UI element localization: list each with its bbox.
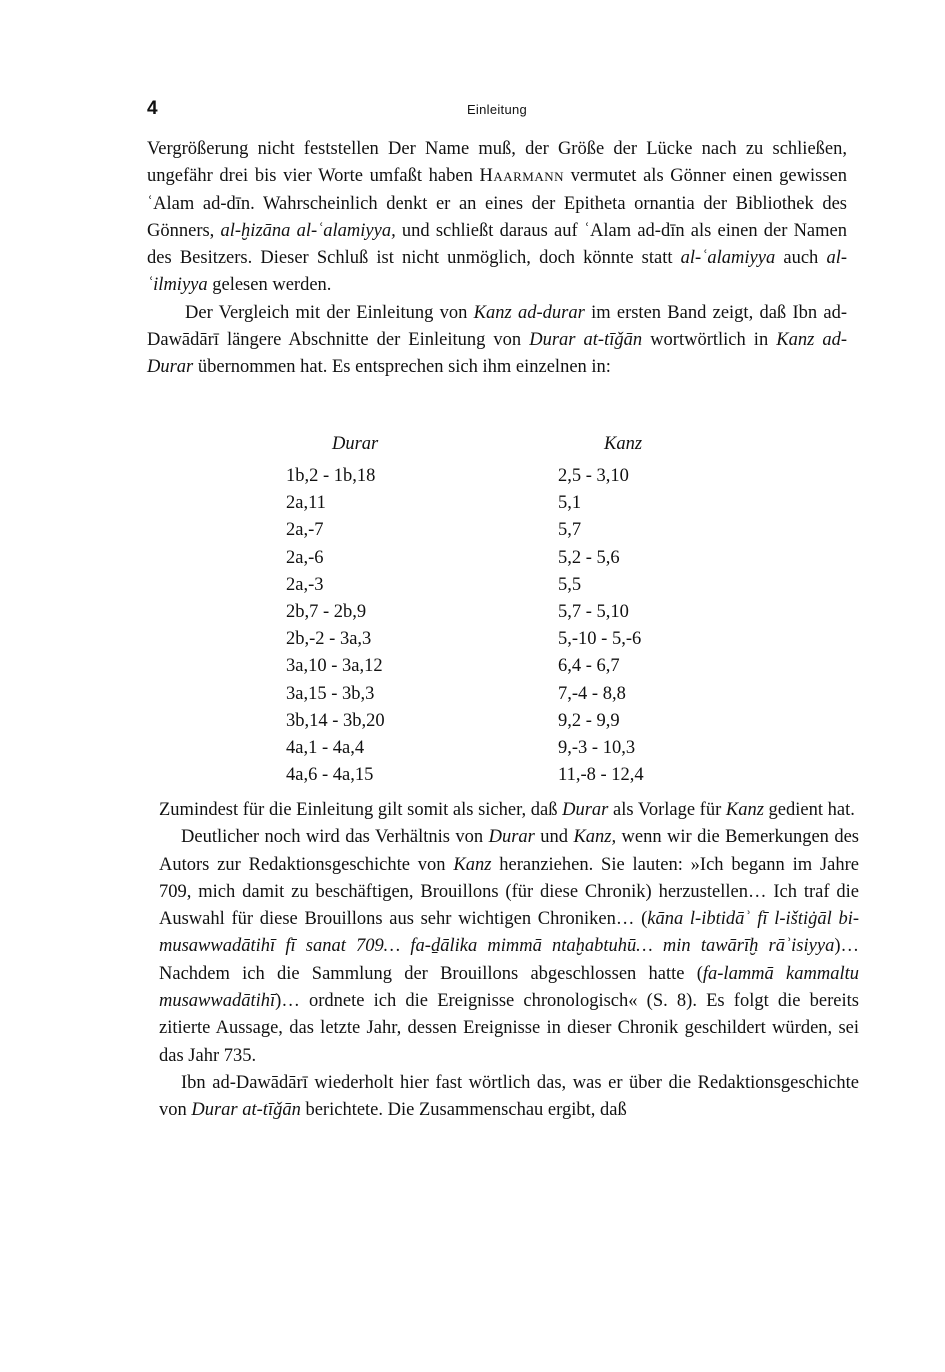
body-text-lower	[159, 797, 859, 1125]
italic-title: Durar	[562, 800, 609, 820]
italic-term: al-ḫizāna al-ʿalamiyya,	[220, 220, 396, 241]
author-name-haarmann: Haarmann	[479, 166, 565, 187]
durar-cell: 2b,7 - 2b,9	[286, 601, 367, 622]
text-run: )… ordnete ich die Ereignisse chronologisch« (S. 8). Es folgt die bereits zitierte Aussage, das letzte Jahr, dessen Ereignisse in dieser Chronik geschildert würden, sei das Jahr 735.	[159, 991, 859, 1066]
italic-title: Kanz ad-durar	[473, 302, 585, 323]
text-run: Vergrößerung nicht feststellen Der Name muß, der Größe der Lücke nach zu schließen, ungefähr drei bis vier Worte umfaßt haben	[147, 139, 847, 187]
italic-title: Kanz ad-Durar	[147, 330, 848, 378]
paragraph-5	[159, 1070, 859, 1125]
column-header-durar: Durar	[332, 434, 379, 454]
kanz-cell: 5,5	[558, 574, 582, 595]
kanz-cell: 9,2 - 9,9	[558, 710, 620, 731]
italic-term: al-ʿilmiyya	[147, 248, 847, 296]
running-head: Einleitung	[466, 102, 528, 117]
durar-cell: 3b,14 - 3b,20	[286, 710, 385, 731]
italic-term: al-ʿalamiyya	[680, 248, 776, 269]
italic-quote: fa-lammā kammaltu musawwadātihī	[159, 963, 859, 1012]
text-run: Deutlicher noch wird das Verhältnis von	[181, 827, 489, 848]
text-run: )… Nachdem ich die Sammlung der Brouillons abgeschlossen hatte (	[159, 936, 859, 984]
kanz-cell: 5,2 - 5,6	[558, 547, 620, 568]
durar-cell: 2b,-2 - 3a,3	[286, 629, 372, 650]
table-row	[286, 493, 686, 520]
kanz-cell: 7,-4 - 8,8	[558, 683, 626, 704]
table-row	[286, 602, 686, 629]
table-row	[286, 656, 686, 683]
kanz-cell: 6,4 - 6,7	[558, 656, 620, 677]
durar-cell: 1b,2 - 1b,18	[286, 466, 376, 486]
kanz-cell: 5,1	[558, 493, 582, 514]
table-row	[286, 629, 686, 656]
text-run: auch	[775, 248, 827, 269]
text-run: Der Vergleich mit der Einleitung von	[185, 302, 474, 323]
paragraph-1	[147, 136, 847, 300]
page-number: 4	[147, 98, 158, 119]
durar-cell: 2a,-7	[286, 520, 324, 541]
durar-cell: 3a,10 - 3a,12	[286, 656, 383, 677]
body-text-upper	[147, 136, 847, 382]
table-row	[286, 466, 686, 493]
durar-cell: 3a,15 - 3b,3	[286, 683, 375, 704]
text-run: als Vorlage für	[608, 800, 726, 820]
text-run: gedient hat.	[763, 800, 855, 820]
text-run: wortwörtlich in	[642, 330, 777, 351]
italic-title: Durar	[488, 827, 535, 848]
page-header	[147, 98, 847, 126]
kanz-cell: 11,-8 - 12,4	[558, 765, 644, 786]
durar-cell: 4a,1 - 4a,4	[286, 737, 365, 758]
table-row	[286, 520, 686, 547]
text-run: und schließt daraus auf ʿAlam ad-dīn als einen der Namen des Besitzers. Dieser Schluß ist nicht unmöglich, doch könnte statt	[147, 220, 847, 269]
text-run: Ibn ad-Dawādārī wiederholt hier fast wörtlich das, was er über die Redaktionsgeschichte von	[159, 1072, 859, 1121]
kanz-cell: 5,7 - 5,10	[558, 601, 629, 622]
table-row	[286, 711, 686, 738]
concordance-rows	[286, 466, 686, 792]
table-row	[286, 548, 686, 575]
text-run: im ersten Band zeigt, daß Ibn ad-Dawādārī längere Abschnitte der Einleitung von	[147, 302, 847, 351]
text-run: vermutet als Gönner einen gewissen ʿAlam ad-dīn. Wahrscheinlich denkt er an eines der Epitheta ornantia der Bibliothek des Gönners,	[147, 166, 847, 241]
italic-title: Kanz	[453, 854, 492, 875]
durar-cell: 2a,11	[286, 493, 326, 514]
text-run: gelesen werden.	[207, 275, 332, 296]
text-run: übernommen hat. Es entsprechen sich ihm einzelnen in:	[193, 357, 611, 378]
durar-cell: 4a,6 - 4a,15	[286, 765, 374, 786]
kanz-cell: 9,-3 - 10,3	[558, 737, 636, 758]
text-run: heranziehen. Sie lauten: »Ich begann im Jahre 709, mich damit zu beschäftigen, Brouillons (für diese Chronik) herzustellen… Ich traf die Auswahl für diese Brouillons aus sehr wichtigen Chroniken… (	[159, 854, 860, 930]
durar-cell: 2a,-6	[286, 547, 324, 568]
table-row	[286, 738, 686, 765]
kanz-cell: 5,7	[558, 520, 582, 541]
paragraph-4	[159, 824, 859, 1070]
column-header-kanz: Kanz	[604, 434, 643, 454]
paragraph-3	[159, 797, 859, 824]
paragraph-2	[147, 300, 847, 382]
table-row	[286, 765, 686, 792]
text-run: wenn wir die Bemerkungen des Autors zur Redaktionsgeschichte von	[159, 827, 859, 875]
text-run: Zumindest für die Einleitung gilt somit als sicher, daß	[159, 800, 563, 820]
italic-title: Durar at-tīǧān	[191, 1100, 301, 1121]
durar-cell: 2a,-3	[286, 574, 324, 595]
text-run: berichtete. Die Zusammenschau ergibt, daß	[300, 1100, 627, 1121]
italic-title: Durar at-tīǧān	[529, 330, 643, 351]
kanz-cell: 2,5 - 3,10	[558, 466, 629, 486]
table-row	[286, 684, 686, 711]
text-run: und	[534, 827, 574, 848]
italic-title: Kanz,	[573, 827, 617, 848]
italic-title: Kanz	[725, 800, 764, 820]
table-row	[286, 575, 686, 602]
italic-quote: kāna l-ibtidāʾ fī l-ištiġāl bi-musawwadātihī fī sanat 709… fa-ḏālika mimmā ntaḫabtuhū… min tawārīḫ rāʾisiyya	[159, 909, 859, 957]
kanz-cell: 5,-10 - 5,-6	[558, 629, 642, 650]
